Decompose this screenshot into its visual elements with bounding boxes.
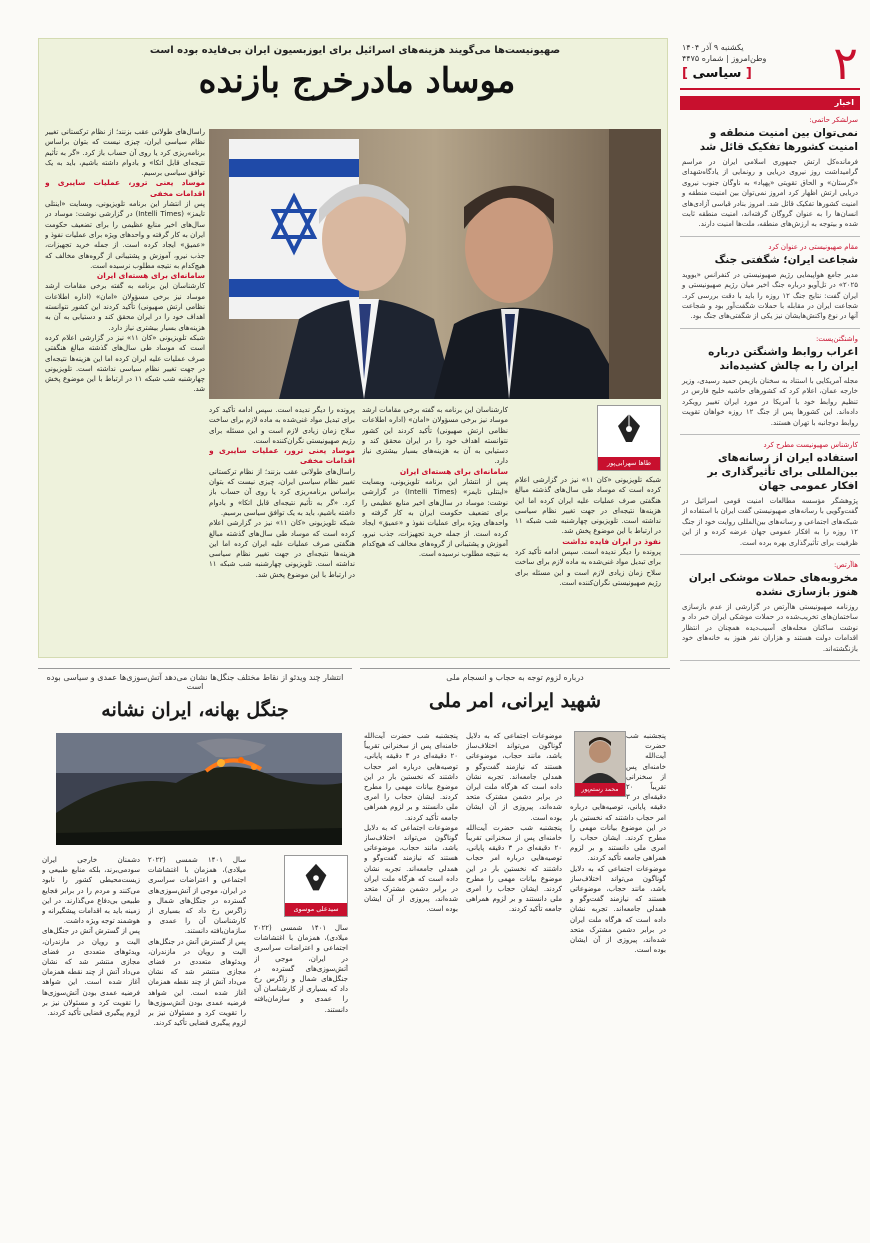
feature-text: کارشناسان این برنامه به گفته برخی مقامات ارشد موساد نیز برخی مسؤولان «امان» (اداره اطلاعات نظامی ارتش صهیونی) تأکید کردند این کشور نتوانسته اهداف خود را در ایران محقق کند و دستیابی به آن به هزینه‌های بسیار بیشتری نیاز دارد.: [45, 282, 205, 332]
news-body: مجله آمریکایی با استناد به سخنان بازیمن حمید رسیدی، وزیر خارجه عمان، اعلام کرد که کشورهای حاشیه خلیج فارس در تنظیم روابط خود با آمریکا در مورد ایران تغییر رویکرد داده‌اند. این کشورها پس از جنگ ۱۲ روزه خواهان تقویت روابط دوجانبه با تهران هستند.: [682, 376, 858, 427]
feature-supertitle: صهیونیست‌ها می‌گویند هزینه‌های اسرائیل برای ایوزبسیون ایران بی‌فایده بوده است: [149, 45, 561, 56]
fire-body: [42, 855, 348, 1232]
fire-column-left: [42, 855, 140, 1232]
hijab-text: موضوعات اجتماعی که به دلایل گوناگون می‌تواند اختلاف‌ساز باشد، مانند حجاب، موضوعاتی هستند که نیازمند گفت‌وگو و همدلی جامعه‌اند. تجربه نشان داده است که هرگاه ملت ایران در برابر دشمن مشترک متحد شده‌اند، پیروزی از آن ایشان بوده است.: [570, 864, 666, 955]
hijab-text: پنجشنبه شب حضرت آیت‌الله خامنه‌ای پس از سخنرانی تقریباً ۲۰ دقیقه‌ای در ۳ دقیقه پایانی، توصیه‌هایی درباره امر حجاب داشتند که نخستین بار در این موضوع بیانات مهمی را مطرح کردند. ایشان حجاب را امری ملی دانستند و بر لزوم همراهی جامعه تأکید کردند.: [570, 732, 666, 863]
author-photo: [574, 731, 626, 797]
feature-text: کارشناسان این برنامه به گفته برخی مقامات ارشد موساد نیز برخی مسؤولان «امان» (اداره اطلاعات نظامی ارتش صهیونی) تأکید کردند این کشور نتوانسته اهداف خود را در ایران محقق کند و دستیابی به آن به هزینه‌های بسیار بیشتری نیاز دارد.: [362, 406, 508, 466]
feature-text: شبکه تلویزیونی «کان ۱۱» نیز در گزارشی اعلام کرده است که موساد طی سال‌های گذشته مبالغ هنگفتی صرف عملیات علیه ایران کرده اما این هزینه‌ها نتیجه‌ای در جهت تغییر نظام سیاسی نداشته است. تلویزیونی چهارشنبه شب شبکه ۱۱ در ارتباط با این موضوع پخش شد.: [45, 333, 205, 394]
issue-line: وطن‌امروز | شماره ۴۴۷۵: [682, 54, 767, 63]
feature-photo: [209, 129, 661, 399]
fire-text: دشمنان خارجی ایران سودمی‌برند، بلکه منابع طبیعی و زیست‌محیطی کشور را نابود می‌کنند و مردم را در برابر فجایع طبیعی بی‌دفاع می‌گذارند. در این زمینه باید به اقدامات پیشگیرانه و هوشمند توجه ویژه داشت.: [42, 856, 140, 926]
feature-text: شبکه تلویزیونی «کان ۱۱» نیز در گزارشی اعلام کرده است که موساد طی سال‌های گذشته مبالغ هنگفتی صرف عملیات علیه ایران کرده اما این هزینه‌ها نتیجه‌ای در جهت تغییر نظام سیاسی نداشته است. تلویزیونی چهارشنبه شب شبکه ۱۱ در ارتباط با این موضوع پخش شد.: [515, 476, 661, 536]
news-body: فرمانده‌کل ارتش جمهوری اسلامی ایران در مراسم گرامیداشت روز نیروی دریایی و رونمایی از یادگاه‌شهدای «گرستان» و الحاق تقویتی «پهپاد» به ناوگان جنوب نیروی دریایی ارتش اظهار کرد امروز نمی‌توان بین امنیت منطقه و امنیت کشورها تفکیک قائل شد. امروز بنادر قیاسی آزادی‌های انسان‌ها را به عنوان گروگان گرفته‌اند، امنیت منطقه ثابت شده و بیتوجه به ارزش‌های منطقه، ملت‌ها امنیت دارند.: [682, 158, 858, 229]
author-name: محمد رستم‌پور: [575, 783, 625, 796]
feature-subhead: سامانه‌ای برای هسته‌ای ایران: [399, 466, 508, 476]
news-title[interactable]: نمی‌توان بین امنیت منطقه و امنیت کشورها تفکیک قائل شد: [699, 127, 858, 153]
news-column: [680, 38, 860, 1234]
feature-text: راسال‌های طولانی عقب بزنند؛ از نظام ترکستانی تغییر نظام سیاسی ایران، چیزی نیست که بتوان براساس برنامه‌ریزی کرد یا روی آن حساب باز کرد. «گر به تأثیم نتیجه‌ای قابل اتکا» و بادوام داشته باشیم، بايد به یک توافق سیاسی برسیم.: [45, 128, 205, 178]
masthead-meta: [682, 42, 800, 79]
news-kicker: مقام صهیونیستی در عنوان کرد: [768, 242, 858, 251]
feature-text: شبکه تلویزیونی «کان ۱۱» نیز در گزارشی اعلام کرده است که موساد طی سال‌های گذشته مبالغ هنگفتی صرف عملیات علیه ایران کرده اما این هزینه‌ها نتیجه‌ای در جهت تغییر نظام سیاسی نداشته است. تلویزیونی چهارشنبه شب شبکه ۱۱ در ارتباط با این موضوع پخش شد.: [209, 519, 355, 579]
news-item[interactable]: [680, 555, 860, 661]
fire-text: پس از گسترش آتش در جنگل‌های الیت و رویان در مازندران، ویدئوهای متعددی در فضای مجازی منتشر شد که نشان می‌داد آتش از چند نقطه همزمان آغاز شده است. این شواهد فرضیه عمدی بودن آتش‌سوزی‌ها را تقویت کرد و مسئولان نیز بر لزوم پیگیری قضایی تأکید کردند.: [148, 937, 246, 1028]
feature-bottom-columns: [209, 405, 661, 653]
author-box: [597, 405, 661, 471]
feature-column-left: [45, 127, 205, 649]
news-kicker: سرلشکر حاتمی:: [809, 116, 858, 124]
feature-text: پس از انتشار این برنامه تلویزیونی، وبسایت «اینتلی تایمز» (Intelli Times) در گزارشی نوشت: موساد در سال‌های اخیر منابع عظیمی را برای تضعیف حکومت ایران به کار گرفته و واحدهای ویژه برای عملیات نفوذ و «عمیق» ایجاد کرده است. از جمله خرید تجهیزات، جذب نیرو، آموزش و پشتیبانی از گروه‌های مخالف که هیچ‌کدام به نتیجه مطلوب نرسیده است.: [45, 200, 205, 270]
news-title[interactable]: شجاعت ایران؛ شگفتی جنگ: [714, 253, 858, 266]
news-kicker: واشنگتن‌پست:: [815, 334, 858, 343]
news-title[interactable]: استفاده ایران از رسانه‌های بین‌المللی برای تأثیرگذاری بر افکار عمومی جهان: [707, 451, 858, 492]
photo-illustration: [209, 129, 661, 399]
hijab-body: [364, 731, 666, 1232]
pen-icon: [299, 862, 333, 896]
fire-text: سال ۱۴۰۱ شمسی (۲۰۲۲ میلادی)، همزمان با اغتشاشات اجتماعی و اعتراضات سراسری در ایران، موجی از آتش‌سوزی‌های گسترده در جنگل‌های شمال و زاگرس رخ داد که بسیاری از کارشناسان آن را عمدی و سازمان‌یافته دانستند.: [148, 856, 246, 936]
page-number: ۲: [833, 38, 858, 90]
hijab-text: موضوعات اجتماعی که به دلایل گوناگون می‌تواند اختلاف‌ساز باشد، مانند حجاب، موضوعاتی هستند که نیازمند گفت‌وگو و همدلی جامعه‌اند. تجربه نشان داده است که هرگاه ملت ایران در برابر دشمن مشترک متحد شده‌اند، پیروزی از آن ایشان بوده است.: [466, 732, 562, 822]
news-body: روزنامه صهیونیستی هاآرتص در گزارشی از عدم بازسازی ساختمان‌های تخریب‌شده در حملات موشکی ایران خبر داد و نوشت ساکنان محله‌های آسیب‌دیده همچنان در انتظار اقدامات دولت هستند و هزاران نفر هنوز به خانه‌های خود بازنگشته‌اند.: [682, 602, 858, 653]
news-body: پژوهشگر مؤسسه مطالعات امنیت قومی اسرائیل در گفت‌وگویی با رسانه‌های صهیونیستی گفت ایران با استفاده از شبکه‌های اجتماعی و رسانه‌های بین‌المللی روایت خود از جنگ ۱۲ روزه را به افکار عمومی جهان عرضه کرده و از این ظرفیت برای تأثیرگذاری بهره برده است.: [682, 496, 858, 547]
feature-subhead: سامانه‌ای برای هسته‌ای ایران: [96, 271, 205, 281]
news-body: مدیر جامع هواپیمایی رژیم صهیونیستی در کنفرانس «یووید ۲۰۲۵» در تل‌آویو درباره جنگ اخیر میان رژیم صهیونیستی و ایران گفت: نتایج جنگ ۱۲ روزه را باید با دقت بررسی کرد. شجاعت ایران در مقابله با حملات شگفت‌آور بود و شجاعت آنها در نوع واکنش‌هایشان نیز یکی از شگفتی‌های جنگ بود.: [682, 270, 858, 321]
author-box: [284, 855, 348, 917]
feature-article: [38, 38, 668, 658]
hijab-column-left: [364, 731, 458, 1232]
pen-icon: [612, 412, 646, 448]
fire-title[interactable]: جنگل بهانه، ایران نشانه: [101, 699, 289, 721]
news-kicker: هاآرتص:: [833, 560, 858, 569]
hijab-column-middle: [466, 731, 562, 1232]
hijab-supertitle: درباره لزوم توجه به حجاب و انسجام ملی: [446, 673, 584, 682]
forest-fire-photo: [56, 733, 342, 845]
fire-article: [38, 668, 352, 1236]
feature-column-middle: [362, 405, 508, 651]
news-kicker: کارشناس صهیونیست مطرح کرد: [763, 440, 858, 449]
fire-supertitle: انتشار چند ویدئو از نقاط مختلف جنگل‌ها نشان می‌دهد آتش‌سوزی‌ها عمدی و سیاسی بوده است: [46, 673, 344, 691]
hijab-text: پنجشنبه شب حضرت آیت‌الله خامنه‌ای پس از سخنرانی تقریباً ۲۰ دقیقه‌ای در ۳ دقیقه پایانی، توصیه‌هایی درباره امر حجاب داشتند که نخستین بار در این موضوع بیانات مهمی را مطرح کردند. ایشان حجاب را امری ملی دانستند و بر لزوم همراهی جامعه تأکید کردند.: [466, 823, 562, 914]
news-item[interactable]: [680, 435, 860, 555]
news-title[interactable]: اعراب روابط واشنگتن درباره ایران را به چالش کشیده‌اند: [708, 345, 858, 372]
feature-title[interactable]: موساد مادرخرج بازنده: [198, 61, 516, 101]
hijab-text: موضوعات اجتماعی که به دلایل گوناگون می‌تواند اختلاف‌ساز باشد، مانند حجاب، موضوعاتی هستند که نیازمند گفت‌وگو و همدلی جامعه‌اند. تجربه نشان داده است که هرگاه ملت ایران در برابر دشمن مشترک متحد شده‌اند، پیروزی از آن ایشان بوده است.: [364, 823, 458, 914]
hijab-column-right: [570, 731, 666, 1232]
news-title[interactable]: مخروبه‌های حملات موشکی ایران هنوز بازسازی نشده: [688, 571, 858, 598]
author-name: سیدعلی موسوی: [285, 903, 347, 916]
fire-column-middle: [148, 855, 246, 1232]
feature-text: پرونده را دیگر ندیده است. سپس ادامه تأکید کرد برای تبدیل مواد غنی‌شده به ماده لازم برای ساخت سلاح زمان زیادی لازم است و این مسئله برای رژیم صهیونیستی نگران‌کننده است.: [515, 548, 661, 587]
section-name: [ سیاسی ]: [682, 66, 752, 81]
fire-illustration: [56, 733, 342, 845]
news-label-bar: اخبار: [680, 96, 860, 110]
fire-text: سال ۱۴۰۱ شمسی (۲۰۲۲ میلادی)، همزمان با اغتشاشات اجتماعی و اعتراضات سراسری در ایران، موجی از آتش‌سوزی‌های گسترده در جنگل‌های شمال و زاگرس رخ داد که بسیاری از کارشناسان آن را عمدی و سازمان‌یافته دانستند.: [254, 924, 348, 1014]
feature-subhead: موساد یعنی ترور، عملیات سایبری و اقدامات مخفی: [209, 446, 355, 466]
author-name: طاها سهرابی‌پور: [598, 457, 660, 470]
news-item[interactable]: [680, 237, 860, 329]
fire-text: پس از گسترش آتش در جنگل‌های الیت و رویان در مازندران، ویدئوهای متعددی در فضای مجازی منتشر شد که نشان می‌داد آتش از چند نقطه همزمان آغاز شده است. این شواهد فرضیه عمدی بودن آتش‌سوزی‌ها را تقویت کرد و مسئولان نیز بر لزوم پیگیری قضایی تأکید کردند.: [42, 927, 140, 1018]
hijab-text: پنجشنبه شب حضرت آیت‌الله خامنه‌ای پس از سخنرانی تقریباً ۲۰ دقیقه‌ای در ۳ دقیقه پایانی، توصیه‌هایی درباره امر حجاب داشتند که نخستین بار در این موضوع بیانات مهمی را مطرح کردند. ایشان حجاب را امری ملی دانستند و بر لزوم همراهی جامعه تأکید کردند.: [364, 732, 458, 822]
hijab-title[interactable]: شهید ایرانی، امر ملی: [428, 690, 602, 712]
feature-text: پس از انتشار این برنامه تلویزیونی، وبسایت «اینتلی تایمز» (Intelli Times) در گزارشی نوشت: موساد در سال‌های اخیر منابع عظیمی را برای تضعیف حکومت ایران به کار گرفته و واحدهای ویژه برای عملیات نفوذ و «عمیق» ایجاد کرده است. از جمله خرید تجهیزات، جذب نیرو، آموزش و پشتیبانی از گروه‌های مخالف که هیچ‌کدام به نتیجه مطلوب نرسیده است.: [362, 478, 508, 559]
feature-column-right: [515, 405, 661, 651]
author-portrait: [575, 732, 625, 784]
feature-subhead: موساد یعنی ترور، عملیات سایبری و اقدامات مخفی: [45, 178, 205, 198]
feature-text: راسال‌های طولانی عقب بزنند؛ از نظام ترکستانی تغییر نظام سیاسی ایران، چیزی نیست که بتوان براساس برنامه‌ریزی کرد یا روی آن حساب باز کرد. «گر به تأثیم نتیجه‌ای قابل اتکا» و بادوام داشته باشیم، بايد به یک توافق سیاسی برسیم.: [209, 467, 355, 517]
feature-column-left-bottom: [209, 405, 355, 651]
news-item[interactable]: [680, 110, 860, 237]
feature-text: پرونده را دیگر ندیده است. سپس ادامه تأکید کرد برای تبدیل مواد غنی‌شده به ماده لازم برای ساخت سلاح زمان زیادی لازم است و این مسئله برای رژیم صهیونیستی نگران‌کننده است.: [209, 406, 355, 445]
masthead: [680, 38, 860, 90]
fire-column-right: [254, 855, 348, 1232]
news-item[interactable]: [680, 329, 860, 435]
date-line: یکشنبه ۹ آذر ۱۴۰۴: [682, 43, 744, 52]
hijab-article: [360, 668, 670, 1236]
feature-subhead: نفوذ در ایران فایده نداشت: [562, 536, 661, 546]
